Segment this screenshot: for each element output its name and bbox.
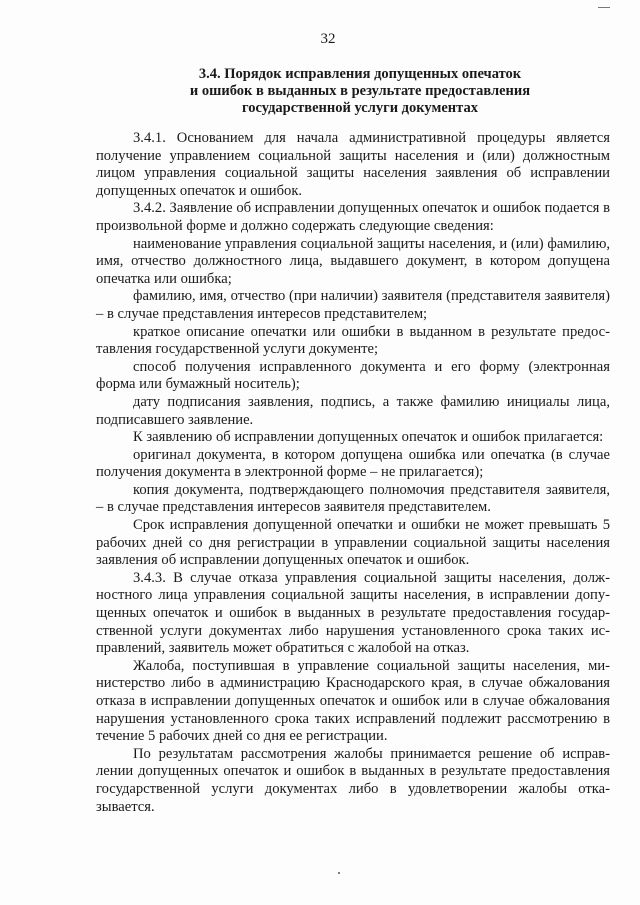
list-item-signature-date: дату подписания заявления, подпись, а также фамилию инициалы лица, подписавшего заявление. — [96, 393, 610, 428]
heading-line-3: государственной услуги документах — [242, 100, 478, 116]
paragraph-complaint: Жалоба, поступившая в управление социальной защиты населения, министерство либо в администрацию Краснодарского края, в случае обжалования отказа в исправлении допущенных опечаток и ошибок или в случае обжалования нарушения установленного срока таких исправлений подлежит рассмотрению в течение 5 рабочих дней со дня ее регистрации. — [96, 657, 610, 745]
paragraph-3-4-2: 3.4.2. Заявление об исправлении допущенных опечаток и ошибок подается в произвольной форме и должно содержать следующие сведения: — [96, 200, 610, 234]
section-body — [96, 130, 610, 816]
heading-line-2: и ошибок в выданных в результате предоставления — [189, 83, 531, 99]
paragraph-correction-deadline: Срок исправления допущенной опечатки и ошибки не может превышать 5 рабочих дней со дня регистрации в управлении социальной защиты населения заявления об исправлении допущенных опечаток и ошибок. — [96, 517, 610, 569]
list-item-authority-name: наименование управления социальной защиты населения, и (или) фамилию, имя, отчество должностного лица, выдавшего документ, в котором допущена опечатка или ошибка; — [96, 235, 610, 287]
scan-speck — [338, 872, 340, 874]
list-item-authority-copy: копия документа, подтверждающего полномочия представителя заявителя, – в случае представления интересов заявителя представителем. — [96, 481, 610, 516]
list-item-error-description: краткое описание опечатки или ошибки в выданном в результате предоставления государственной услуги документе; — [96, 323, 610, 358]
list-item-applicant-name: фамилию, имя, отчество (при наличии) заявителя (представителя заявителя) – в случае представления интересов представителем; — [96, 288, 610, 322]
paragraph-attachments: К заявлению об исправлении допущенных опечаток и ошибок прилагается: — [133, 429, 604, 446]
list-item-delivery-method: способ получения исправленного документа и его форму (электронная форма или бумажный носитель); — [96, 358, 610, 393]
section-heading — [150, 66, 570, 117]
paragraph-3-4-1: 3.4.1. Основанием для начала административной процедуры является получение управлением социальной защиты населения и (или) должностным лицом управления социальной защиты населения заявления об исправлении допущенных опечаток и ошибок. — [96, 130, 610, 199]
scan-edge-mark — [598, 7, 610, 8]
page-number: 32 — [320, 31, 336, 47]
paragraph-3-4-3: 3.4.3. В случае отказа управления социальной защиты населения, должностного лица управления социальной защиты населения, в исправлении допущенных опечаток и ошибок в выданных в результате предоставления государственной услуги документах либо нарушения установленного срока таких исправлений, заявитель может обратиться с жалобой на отказ. — [96, 569, 610, 657]
paragraph-complaint-result: По результатам рассмотрения жалобы принимается решение об исправлении допущенных опечаток и ошибок в выданных в результате предоставления государственной услуги документах либо в удовлетворении жалобы отказывается. — [96, 745, 610, 815]
heading-line-1: 3.4. Порядок исправления допущенных опечаток — [198, 66, 522, 82]
list-item-original-document: оригинал документа, в котором допущена ошибка или опечатка (в случае получения документа в электронной форме – не прилагается); — [96, 446, 610, 481]
